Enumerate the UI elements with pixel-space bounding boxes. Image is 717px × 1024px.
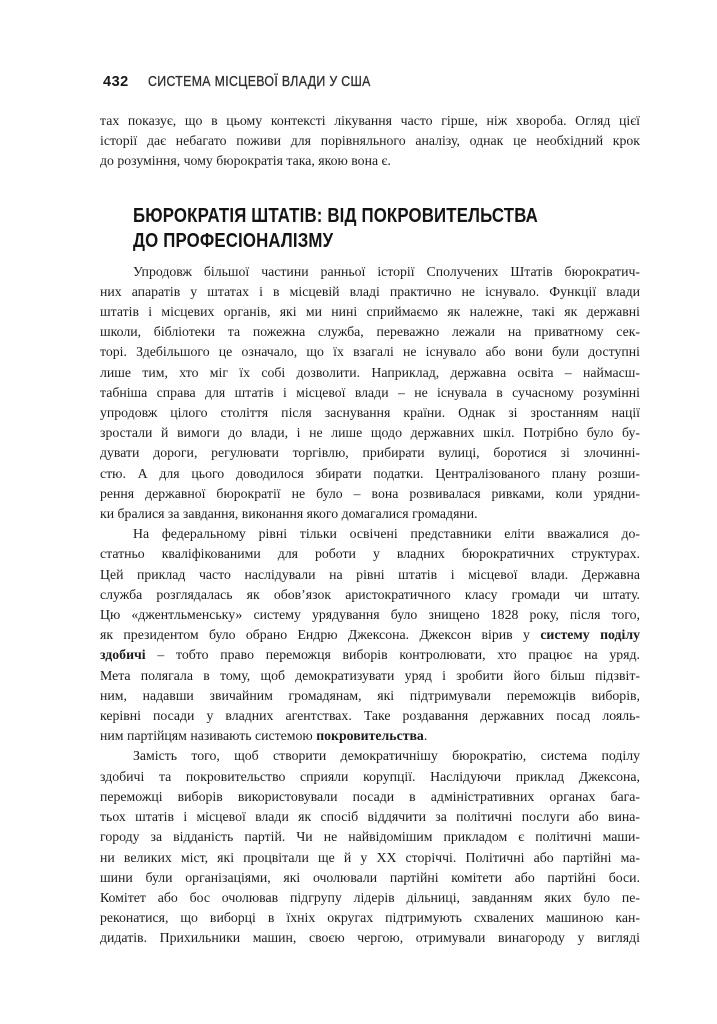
text-run: здобичі та покровительство сприяли корупції. Наслідуючи приклад Джексона, — [100, 768, 640, 784]
text-line — [100, 827, 640, 847]
text-line — [100, 726, 640, 746]
text-line — [100, 868, 640, 888]
bold-text-run: покровительства — [316, 728, 424, 744]
text-run: . — [423, 728, 428, 744]
section-heading-line: ДО ПРОФЕСІОНАЛІЗМУ — [133, 228, 334, 252]
text-run: тах показує, що в цьому контексті лікування часто гірше, ніж хвороба. Огляд цієї — [100, 113, 640, 128]
bold-text-run: систему поділу — [540, 627, 640, 643]
text-line — [100, 403, 640, 423]
text-run: На федеральному рівні тільки освічені представники еліти вважалися до- — [133, 526, 640, 542]
text-line — [100, 605, 640, 625]
text-line — [100, 565, 640, 585]
text-run: табніша справа для штатів і місцевої влади – не існувала в сучасному розумінні — [100, 384, 640, 400]
text-line — [100, 888, 640, 908]
text-run: них апаратів у штатах і в місцевій владі практично не існувало. Функції влади — [100, 283, 640, 299]
text-run: школи, бібліотеки та пожежна служба, переважно лежали на приватному сек- — [100, 324, 640, 340]
text-line — [100, 787, 640, 807]
paragraph — [100, 524, 640, 746]
text-line — [100, 443, 640, 463]
text-line — [100, 484, 640, 504]
text-line — [100, 322, 640, 342]
text-run: Комітет або бос очолював підгрупу лідерів дільниці, завданням яких було пе- — [100, 889, 640, 905]
section-heading-line: БЮРОКРАТІЯ ШТАТІВ: ВІД ПОКРОВИТЕЛЬСТВА — [133, 203, 538, 227]
text-line — [100, 111, 640, 131]
paragraph — [100, 746, 640, 948]
text-line — [100, 625, 640, 645]
text-run: Цей приклад часто наслідували на рівні штатів і місцевої влади. Державна — [100, 566, 640, 582]
bold-text-run: здобичі — [100, 647, 146, 663]
text-line — [100, 585, 640, 605]
text-run: як президентом було обрано Ендрю Джексона. Джексон вірив у — [100, 627, 541, 643]
text-run: лише тим, хто міг їх собі дозволити. Наприклад, державна освіта – наймасш- — [100, 364, 640, 380]
text-run: служба розглядалась як обов’язок аристократичного класу громади чи штату. — [100, 586, 640, 602]
text-run: ним партійцям називають системою — [100, 728, 317, 744]
paragraph — [100, 262, 640, 525]
text-line — [100, 645, 640, 665]
section-heading — [133, 203, 549, 253]
text-line — [100, 524, 640, 544]
text-run: Замість того, щоб створити демократичнішу бюрократію, система поділу — [133, 748, 640, 764]
text-line — [100, 363, 640, 383]
text-run: реконатися, що виборці в їхніх округах підтримують схвалених машиною кан- — [100, 910, 640, 926]
text-run: ни великих міст, які процвітали ще й у ХХ сторіччі. Політичні або партійні ма- — [100, 849, 640, 865]
text-run: стю. А для цього доводилося збирати податки. Централізованого плану розши- — [100, 465, 640, 481]
text-run: статньо кваліфікованими для роботи у владних бюрократичних структурах. — [100, 546, 640, 562]
text-line — [100, 908, 640, 928]
text-run: Цю «джентльменську» систему урядування було знищено 1828 року, після того, — [100, 607, 640, 623]
text-run: ним, надавши звичайним громадянам, які підтримували переможців виборів, — [100, 687, 640, 703]
text-run: зростали й вимоги до влади, і не лише щодо державних шкіл. Потрібно було бу- — [100, 425, 640, 441]
text-line — [100, 686, 640, 706]
text-run: Упродовж більшої частини ранньої історії Сполучених Штатів бюрократич- — [133, 263, 640, 279]
text-line — [100, 848, 640, 868]
text-line — [100, 544, 640, 564]
text-line — [100, 302, 640, 322]
text-run: шини були організаціями, які очолювали партійні комітети або партійні боси. — [100, 869, 640, 885]
text-run: Мета полягала в тому, щоб демократизувати уряд і зробити його більш підзвіт- — [100, 667, 640, 683]
text-line — [100, 666, 640, 686]
text-line — [100, 767, 640, 787]
page-header — [103, 74, 410, 90]
text-line — [100, 807, 640, 827]
text-run: торі. Здебільшого це означало, що їх взагалі не існувало або вони були доступні — [100, 344, 640, 360]
text-run: тьох штатів і місцевої влади як спосіб віддячити за політичні послуги або вина- — [100, 809, 640, 825]
text-line — [100, 342, 640, 362]
text-run: рення державної бюрократії не було – вона розвивалася ривками, коли урядни- — [100, 485, 640, 501]
text-run: ки бралися за завдання, виконання якого домагалися громадяни. — [100, 506, 478, 522]
text-run: історії дає небагато поживи для порівняльного аналізу, однак це необхідний крок — [100, 133, 640, 149]
text-line — [100, 262, 640, 282]
text-run: – тобто право переможця виборів контролювати, хто працює на уряд. — [145, 647, 640, 663]
text-line — [100, 746, 640, 766]
text-line — [100, 151, 640, 171]
text-run: переможці виборів використовували посади в адміністративних органах бага- — [100, 788, 640, 804]
text-run: дувати дороги, регулювати торгівлю, прибирати вулиці, боротися зі злочинні- — [100, 445, 640, 461]
text-run: упродовж цілого століття після заснування країни. Однак зі зростанням нації — [100, 405, 640, 421]
text-run: городу за відданість партій. Чи не найвідомішим прикладом є політичні маши- — [100, 829, 640, 845]
text-line — [100, 504, 640, 524]
paragraph — [100, 111, 640, 172]
page-number: 432 — [103, 74, 129, 90]
text-line — [100, 928, 640, 948]
text-run: дидатів. Прихильники машин, своєю чергою, отримували винагороду у вигляді — [100, 930, 640, 946]
text-line — [100, 464, 640, 484]
text-line — [100, 383, 640, 403]
page-body — [100, 111, 640, 949]
running-title: СИСТЕМА МІСЦЕВОЇ ВЛАДИ У США — [147, 74, 371, 90]
text-line — [100, 706, 640, 726]
text-line — [100, 423, 640, 443]
text-run: до розуміння, чому бюрократія така, якою вона є. — [100, 153, 391, 169]
text-run: штатів і місцевих органів, які ми нині сприймаємо як належне, такі як державні — [100, 304, 640, 320]
text-run: керівні посади у владних агентствах. Таке роздавання державних посад лояль- — [100, 708, 640, 724]
text-line — [100, 282, 640, 302]
text-line — [100, 131, 640, 151]
